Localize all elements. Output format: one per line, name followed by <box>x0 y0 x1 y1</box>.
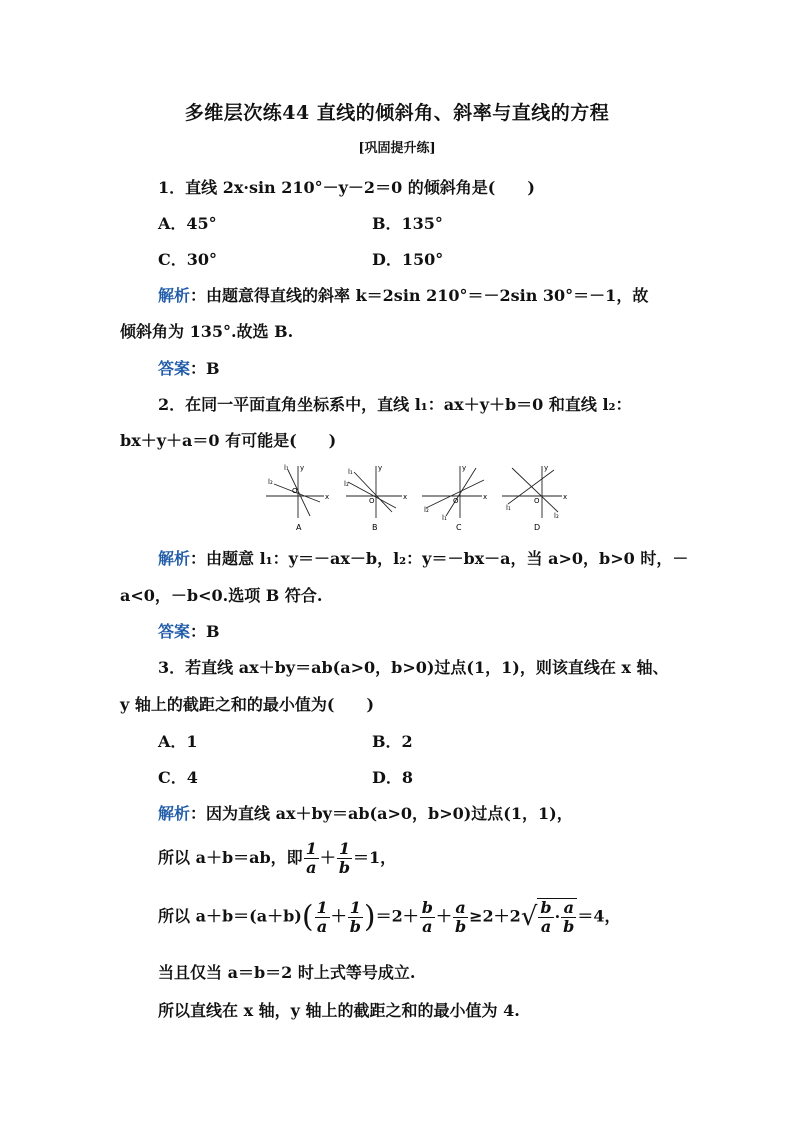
l1-label: l₁ <box>442 514 447 522</box>
q3-stem-2: y 轴上的截距之和的最小值为( ) <box>120 695 375 714</box>
q2-stem-2: bx＋y＋a＝0 有可能是( ) <box>120 431 337 450</box>
origin-label: O <box>292 487 298 495</box>
figure-label-b: B <box>372 523 378 532</box>
q1-analysis-text-1: ：由题意得直线的斜率 k＝2sin 210°＝－2sin 30°＝－1，故 <box>190 286 649 305</box>
q3-option-a: A．1 <box>158 732 198 751</box>
section-subtitle: [巩固提升练] <box>358 141 436 156</box>
analysis-label: 解析 <box>158 286 191 305</box>
fraction-1-over-a: $\frac{1}{a}$ <box>305 839 317 877</box>
q2-answer-value: ：B <box>190 622 220 641</box>
l2-label: l₂ <box>268 478 273 486</box>
figure-label-a: A <box>296 523 302 532</box>
q3-step-2: 所以 a＋b＝(a＋b)( $\frac{1}{a}$ ＋ $\frac{1}{b}$ )＝2＋ $\frac{b}{a}$ ＋ $\frac{a}{b}$ ≥2＋2√ $\frac{b}{a}$ · $\frac{a}{b}$ ＝4， <box>158 897 621 936</box>
axis-y-label: y <box>378 464 383 472</box>
axis-y-label: y <box>300 464 305 472</box>
l1-label: l₁ <box>348 468 353 476</box>
figure-c <box>422 464 487 532</box>
figure-label-c: C <box>456 523 462 532</box>
fraction-1-over-a: $\frac{1}{a}$ <box>316 897 328 936</box>
q3-option-d: D．8 <box>372 768 414 787</box>
q3-conclusion: 所以直线在 x 轴，y 轴上的截距之和的最小值为 4. <box>158 1001 520 1020</box>
axis-x-label: x <box>403 493 408 501</box>
fraction-1-over-b: $\frac{1}{b}$ <box>349 897 361 936</box>
figure-a <box>266 464 329 532</box>
axis-x-label: x <box>563 493 568 501</box>
axis-x-label: x <box>325 493 330 501</box>
fraction-a-over-b: $\frac{a}{b}$ <box>454 897 467 936</box>
l2-label: l₂ <box>424 506 429 514</box>
q3-stem-1: 3．若直线 ax＋by＝ab(a>0，b>0)过点(1，1)，则该直线在 x 轴、 <box>158 658 669 677</box>
fraction-1-over-b: $\frac{1}{b}$ <box>338 839 351 877</box>
answer-label: 答案 <box>158 622 191 641</box>
q3-option-c: C．4 <box>158 768 198 787</box>
answer-label: 答案 <box>158 359 191 378</box>
q3-option-b: B．2 <box>372 732 413 751</box>
q1-analysis <box>158 283 648 306</box>
origin-label: O <box>453 497 459 505</box>
l1-label: l₁ <box>284 464 289 472</box>
fraction-b-over-a: $\frac{b}{a}$ <box>421 897 433 936</box>
sqrt-radicand: $\frac{b}{a}$ · $\frac{a}{b}$ <box>537 898 577 936</box>
q1-answer <box>158 356 220 379</box>
figure-b <box>344 464 407 532</box>
figure-label-d: D <box>534 523 541 532</box>
l2-label: l₂ <box>554 512 559 520</box>
axis-x-label: x <box>483 493 488 501</box>
l2-label: l₂ <box>344 480 349 488</box>
q1-stem: 1．直线 2x·sin 210°－y－2＝0 的倾斜角是( ) <box>158 178 535 197</box>
q3-analysis <box>158 801 573 824</box>
q1-answer-value: ：B <box>190 359 220 378</box>
analysis-label: 解析 <box>158 804 191 823</box>
analysis-label: 解析 <box>158 549 191 568</box>
figure-d <box>502 464 567 532</box>
q3-equality-condition: 当且仅当 a＝b＝2 时上式等号成立. <box>158 963 416 982</box>
q2-analysis-text-1: ：由题意 l₁：y＝－ax－b，l₂：y＝－bx－a，当 a>0，b>0 时，－ <box>190 549 689 568</box>
q1-option-a: A．45° <box>158 214 217 233</box>
q2-figures <box>262 462 582 534</box>
q3-analysis-text-1: ：因为直线 ax＋by＝ab(a>0，b>0)过点(1，1)， <box>190 804 573 823</box>
axis-y-label: y <box>462 464 467 472</box>
q2-analysis <box>158 546 688 569</box>
q1-option-b: B．135° <box>372 214 443 233</box>
q1-analysis-text-2: 倾斜角为 135°.故选 B. <box>120 322 294 341</box>
q3-step-1: 所以 a＋b＝ab，即 $\frac{1}{a}$ ＋ $\frac{1}{b}$ ＝1， <box>158 839 397 877</box>
origin-label: O <box>369 497 375 505</box>
q2-analysis-text-2: a<0，－b<0.选项 B 符合. <box>120 586 323 605</box>
page-title: 多维层次练44 直线的倾斜角、斜率与直线的方程 <box>184 102 610 124</box>
l1-label: l₁ <box>506 504 511 512</box>
q1-option-d: D．150° <box>372 250 444 269</box>
q2-answer <box>158 619 220 642</box>
q1-option-c: C．30° <box>158 250 218 269</box>
axis-y-label: y <box>544 464 549 472</box>
q2-stem-1: 2．在同一平面直角坐标系中，直线 l₁：ax＋y＋b＝0 和直线 l₂： <box>158 395 632 414</box>
origin-label: O <box>534 497 540 505</box>
